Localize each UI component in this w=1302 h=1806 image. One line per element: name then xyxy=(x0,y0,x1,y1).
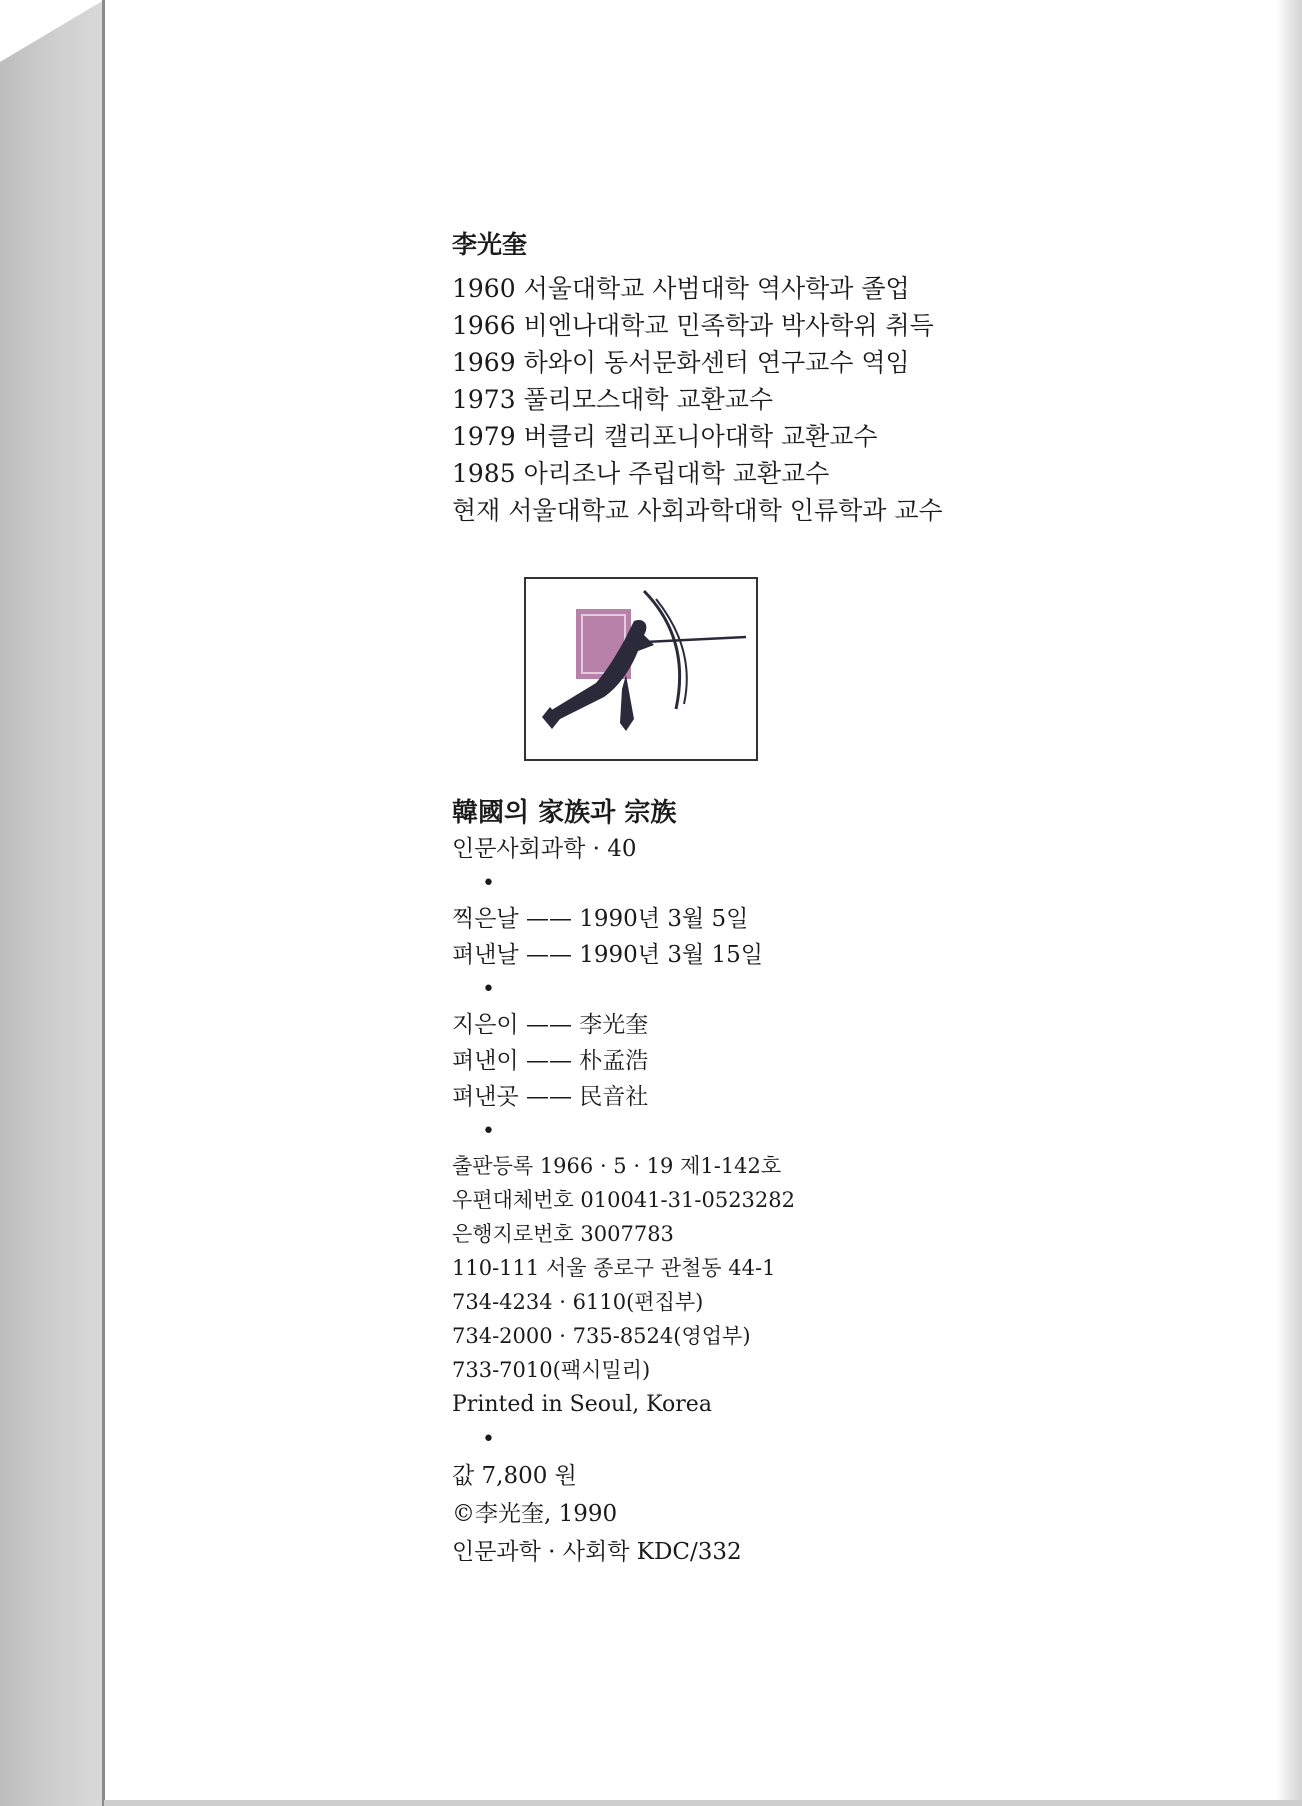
phone-sales: 734-2000 · 735-8524(영업부) xyxy=(452,1324,751,1348)
page-edge-shadow xyxy=(1276,0,1302,1806)
publish-date: 펴낸날 —— 1990년 3월 15일 xyxy=(452,942,763,968)
registration-number: 출판등록 1966 · 5 · 19 제1-142호 xyxy=(452,1154,782,1178)
author-name: 李光奎 xyxy=(452,230,528,259)
career-item: 현재 서울대학교 사회과학대학 인류학과 교수 xyxy=(452,496,943,525)
spine-edge xyxy=(102,0,105,1806)
page-bottom-edge xyxy=(104,1800,1302,1806)
publisher-logo xyxy=(524,577,758,761)
author-career xyxy=(452,270,1052,529)
author-credit: 지은이 —— 李光奎 xyxy=(452,1012,649,1038)
separator-bullet: • xyxy=(482,1119,495,1144)
print-date: 찍은날 —— 1990년 3월 5일 xyxy=(452,906,749,932)
giro-account: 은행지로번호 3007783 xyxy=(452,1222,674,1246)
career-item: 1979 버클리 캘리포니아대학 교환교수 xyxy=(452,422,878,451)
publishing-house: 펴낸곳 —— 民音社 xyxy=(452,1084,649,1110)
separator-bullet: • xyxy=(482,871,495,896)
publisher-address: 110-111 서울 종로구 관철동 44-1 xyxy=(452,1256,776,1280)
series-label: 인문사회과학 · 40 xyxy=(452,836,637,862)
career-item: 1969 하와이 동서문화센터 연구교수 역임 xyxy=(452,348,910,377)
postal-account: 우편대체번호 010041-31-0523282 xyxy=(452,1188,795,1212)
career-item: 1973 풀리모스대학 교환교수 xyxy=(452,385,774,414)
colophon-page xyxy=(452,228,1052,1571)
fax-number: 733-7010(팩시밀리) xyxy=(452,1358,651,1382)
price: 값 7,800 원 xyxy=(452,1463,577,1489)
career-item: 1985 아리조나 주립대학 교환교수 xyxy=(452,459,830,488)
copyright: ©李光奎, 1990 xyxy=(452,1501,618,1527)
career-item: 1966 비엔나대학교 민족학과 박사학위 취득 xyxy=(452,311,934,340)
separator-bullet: • xyxy=(482,1427,495,1452)
book-title: 韓國의 家族과 宗族 xyxy=(452,798,677,828)
phone-editorial: 734-4234 · 6110(편집부) xyxy=(452,1290,704,1314)
archer-emblem-icon xyxy=(526,579,756,759)
book-spine xyxy=(0,0,104,1806)
classification: 인문과학 · 사회학 KDC/332 xyxy=(452,1539,742,1565)
printed-in: Printed in Seoul, Korea xyxy=(452,1392,712,1417)
publisher-credit: 펴낸이 —— 朴孟浩 xyxy=(452,1048,649,1074)
separator-bullet: • xyxy=(482,977,495,1002)
career-item: 1960 서울대학교 사범대학 역사학과 졸업 xyxy=(452,274,910,303)
